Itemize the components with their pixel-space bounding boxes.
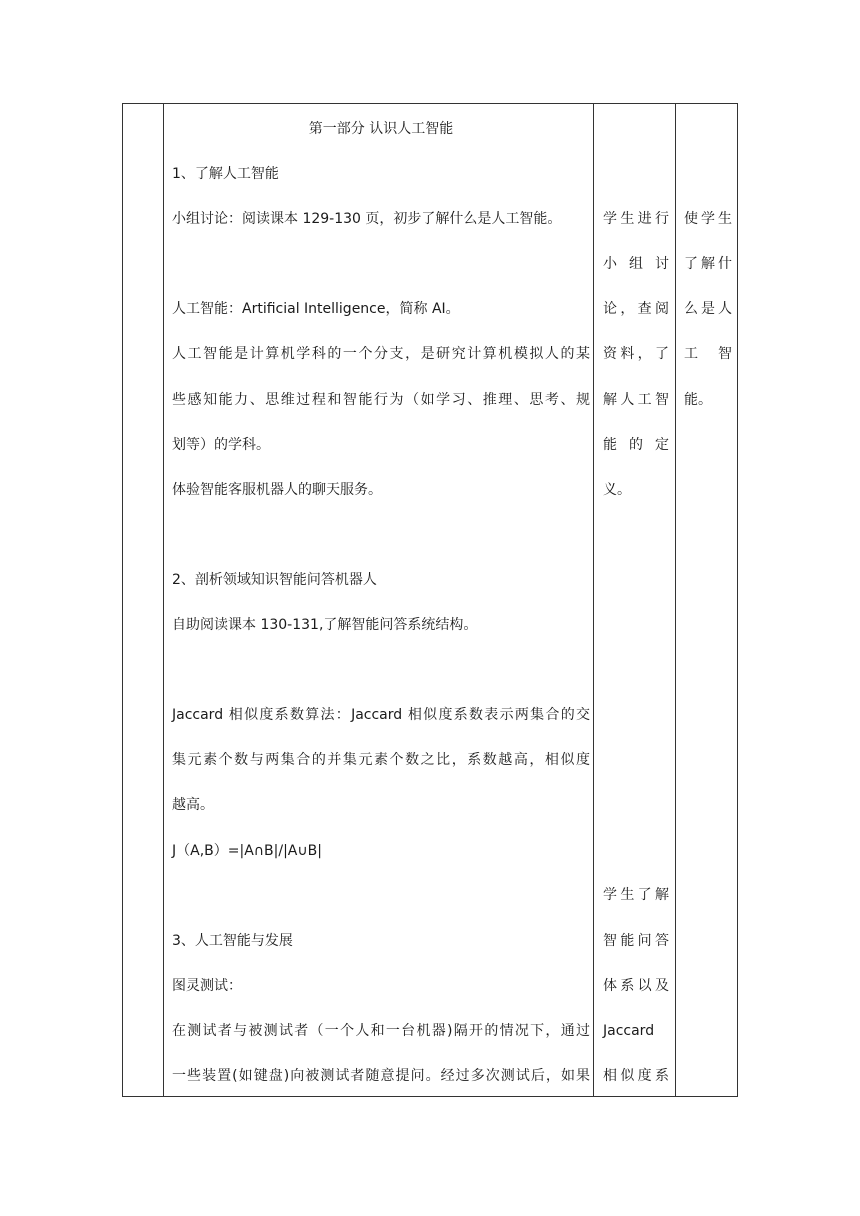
section-title: 第一部分 认识人工智能 [308,121,454,137]
column-divider [593,104,594,1096]
design-intent-cell [677,104,737,1096]
paragraph-self-read: 自助阅读课本 130-131,了解智能问答系统结构。 [172,617,478,633]
paragraph-jaccard-line: 越高。 [172,797,214,813]
paragraph-definition-line: 些感知能力、思维过程和智能行为（如学习、推理、思考、规 [172,392,590,408]
paragraph-jaccard-line: Jaccard 相似度系数算法：Jaccard 相似度系数表示两集合的交 [172,707,590,723]
student-activity-line: 小 组 讨 [603,256,669,272]
paragraph-definition-line: 划等）的学科。 [172,437,270,453]
student-activity-line: 义。 [603,482,631,498]
student-activity-line: 相似度系 [603,1068,669,1084]
heading-2: 2、剖析领域知识智能问答机器人 [172,572,377,588]
paragraph-turing-line: 在测试者与被测试者（一个人和一台机器)隔开的情况下，通过 [172,1023,590,1039]
student-activity-line: 解人工智 [603,392,669,408]
student-activity-line: 能 的 定 [603,437,669,453]
design-intent-line: 了解什 [684,256,732,272]
column-divider [163,104,164,1096]
student-activity-line: 学生进行 [603,211,669,227]
heading-3: 3、人工智能与发展 [172,933,293,949]
design-intent-line: 么是人 [684,301,732,317]
paragraph-jaccard-line: 集元素个数与两集合的并集元素个数之比，系数越高，相似度 [172,752,590,768]
paragraph-definition-line: 人工智能是计算机学科的一个分支，是研究计算机模拟人的某 [172,346,590,362]
student-activity-line: 论，查阅 [603,301,669,317]
paragraph-chatbot: 体验智能客服机器人的聊天服务。 [172,482,382,498]
heading-1: 1、了解人工智能 [172,166,279,182]
design-intent-line: 使学生 [684,211,732,227]
lesson-table [122,103,738,1097]
paragraph-ai-name: 人工智能：Artificial Intelligence，简称 AI。 [172,301,460,317]
student-activity-line: Jaccard [603,1023,655,1039]
student-activity-line: 资料，了 [603,346,669,362]
teaching-content-cell [165,104,593,1096]
column-divider [675,104,676,1096]
student-activity-cell [595,104,675,1096]
student-activity-line: 体系以及 [603,978,669,994]
paragraph-turing-line: 一些装置(如键盘)向被测试者随意提问。经过多次测试后，如果 [172,1068,590,1084]
paragraph-turing-test: 图灵测试： [172,978,242,994]
paragraph-discussion: 小组讨论：阅读课本 129-130 页，初步了解什么是人工智能。 [172,211,562,227]
design-intent-line: 工 智 [684,346,732,362]
jaccard-formula: J（A,B）=|A∩B|/|A∪B| [172,843,322,859]
student-activity-line: 学生了解 [603,887,669,903]
student-activity-line: 智能问答 [603,933,669,949]
design-intent-line: 能。 [684,392,712,408]
